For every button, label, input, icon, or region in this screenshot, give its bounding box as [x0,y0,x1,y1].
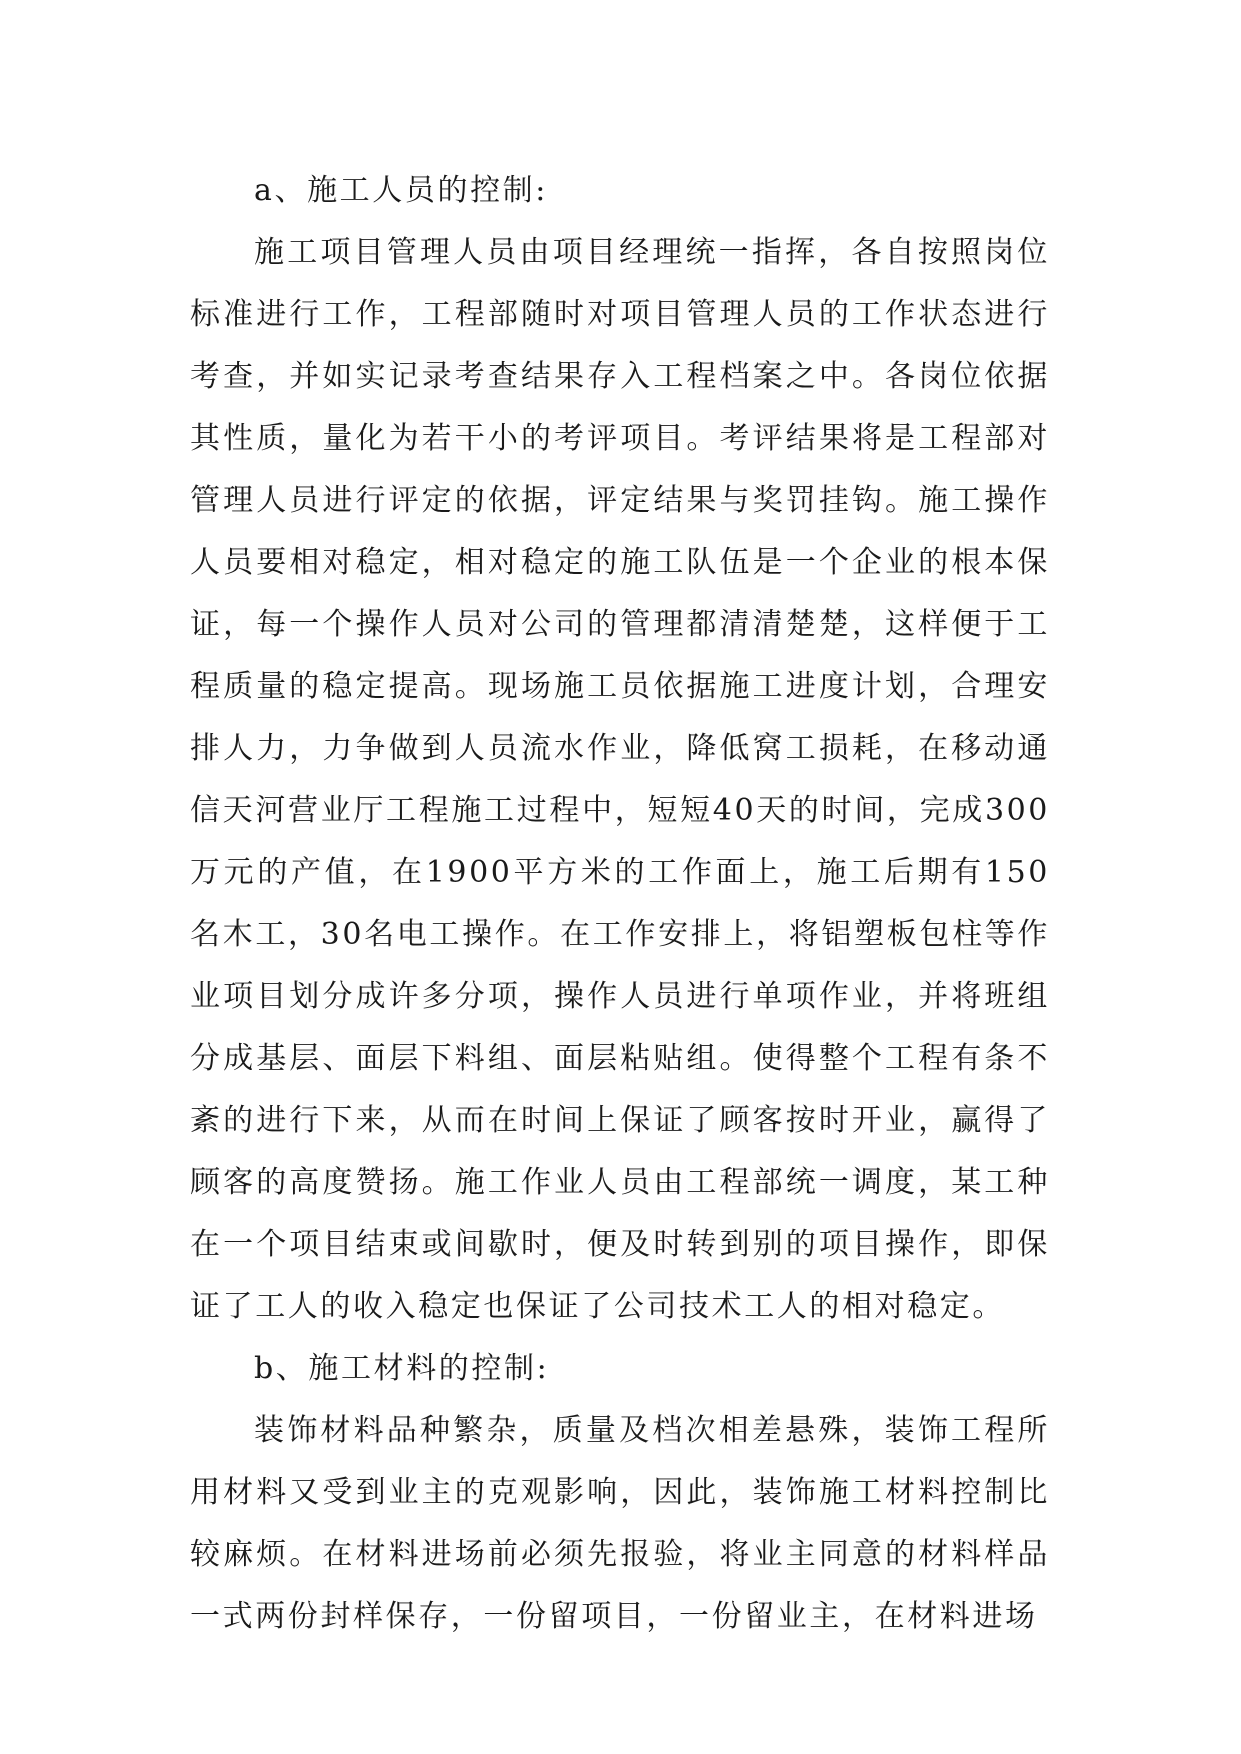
section-a-paragraph: 施工项目管理人员由项目经理统一指挥，各自按照岗位标准进行工作，工程部随时对项目管理人员的工作状态进行考查，并如实记录考查结果存入工程档案之中。各岗位依据其性质，量化为若干小的考评项目。考评结果将是工程部对管理人员进行评定的依据，评定结果与奖罚挂钩。施工操作人员要相对稳定，相对稳定的施工队伍是一个企业的根本保证，每一个操作人员对公司的管理都清清楚楚，这样便于工程质量的稳定提高。现场施工员依据施工进度计划，合理安排人力，力争做到人员流水作业，降低窝工损耗，在移动通信天河营业厅工程施工过程中，短短40天的时间，完成300万元的产值，在1900平方米的工作面上，施工后期有150名木工，30名电工操作。在工作安排上，将铝塑板包柱等作业项目划分成许多分项，操作人员进行单项作业，并将班组分成基层、面层下料组、面层粘贴组。使得整个工程有条不紊的进行下来，从而在时间上保证了顾客按时开业，赢得了顾客的高度赞扬。施工作业人员由工程部统一调度，某工种在一个项目结束或间歇时，便及时转到别的项目操作，即保证了工人的收入稳定也保证了公司技术工人的相对稳定。 [190,235,1050,1324]
section-b-paragraph: 装饰材料品种繁杂，质量及档次相差悬殊，装饰工程所用材料又受到业主的克观影响，因此，装饰施工材料控制比较麻烦。在材料进场前必须先报验，将业主同意的材料样品一式两份封样保存，一份留项目，一份留业主，在材料进场 [190,1413,1050,1634]
section-b-heading: b、施工材料的控制: [254,1351,550,1386]
section-a-heading: a、施工人员的控制: [254,173,548,208]
document-body [190,160,1050,1648]
